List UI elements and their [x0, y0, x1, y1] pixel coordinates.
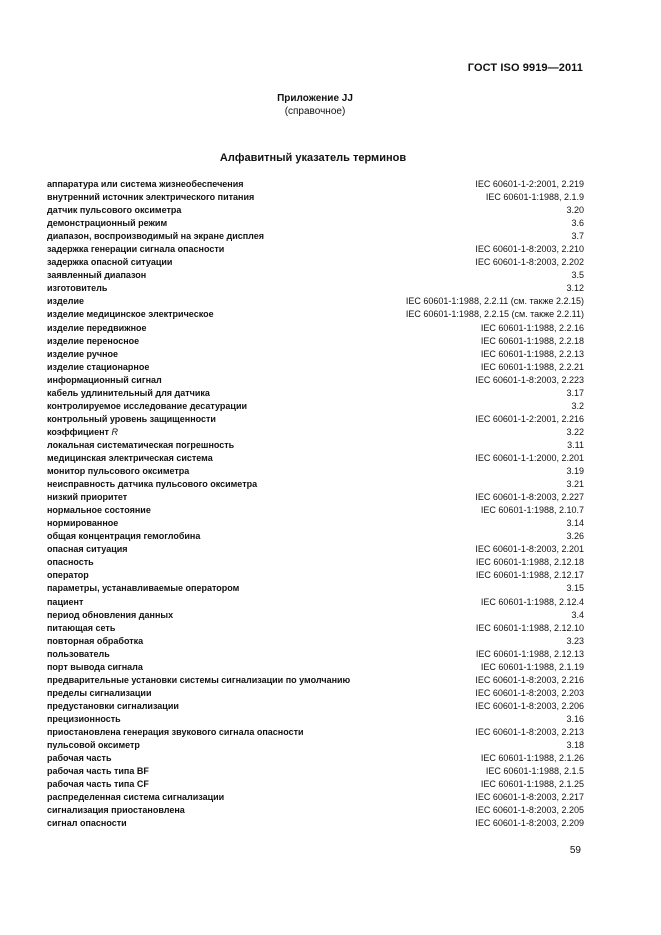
index-entry [47, 543, 584, 556]
index-term-text: кабель удлинительный для датчика [47, 387, 210, 398]
index-entry [47, 491, 584, 504]
index-term [47, 569, 89, 582]
index-term [47, 348, 118, 361]
index-entry [47, 191, 584, 204]
index-term [47, 426, 118, 439]
index-term-text: нормированное [47, 518, 119, 529]
index-term [47, 791, 224, 804]
index-term-text: пределы сигнализации [47, 687, 152, 698]
index-reference: IEC 60601-1:1988, 2.2.15 (см. также 2.2.11) [405, 309, 584, 320]
index-term [47, 713, 121, 726]
index-term-text: рабочая часть типа CF [47, 779, 149, 790]
index-term [47, 439, 234, 452]
index-term-text: изделие передвижное [47, 322, 147, 333]
index-reference: IEC 60601-1-8:2003, 2.209 [475, 818, 584, 829]
index-term-text: параметры, устанавливаемые оператором [47, 583, 240, 594]
index-reference: 3.21 [566, 479, 584, 490]
index-entry [47, 426, 584, 439]
index-term-text: изделие стационарное [47, 361, 150, 372]
index-reference: 3.2 [571, 400, 584, 411]
index-term-text: нормальное состояние [47, 505, 151, 516]
index-entry [47, 348, 584, 361]
index-term-text: питающая сеть [47, 622, 116, 633]
index-term-text: оператор [47, 570, 89, 581]
index-entry [47, 308, 584, 321]
index-entry [47, 726, 584, 739]
index-reference: IEC 60601-1-8:2003, 2.216 [475, 674, 584, 685]
section-title: Алфавитный указатель терминов [219, 152, 407, 164]
index-term [47, 739, 140, 752]
index-entry [47, 322, 584, 335]
index-term-text: приостановлена генерация звукового сигнала опасности [47, 726, 304, 737]
index-entry [47, 387, 584, 400]
index-entry [47, 269, 584, 282]
index-reference: IEC 60601-1:1988, 2.1.5 [485, 766, 584, 777]
index-term-text: низкий приоритет [47, 492, 128, 503]
index-term [47, 295, 84, 308]
index-term [47, 556, 94, 569]
index-reference: IEC 60601-1-2:2001, 2.216 [475, 413, 584, 424]
index-term-text: контрольный уровень защищенности [47, 413, 216, 424]
index-term-text: пульсовой оксиметр [47, 740, 140, 751]
index-term-text: пациент [47, 596, 84, 607]
index-term-text: порт вывода сигнала [47, 661, 143, 672]
index-term [47, 243, 224, 256]
index-term-text: предварительные установки системы сигнализации по умолчанию [47, 674, 351, 685]
index-reference: 3.15 [566, 583, 584, 594]
index-entry [47, 243, 584, 256]
index-term-text: изделие ручное [47, 348, 119, 359]
index-reference: IEC 60601-1-8:2003, 2.227 [475, 492, 584, 503]
index-term [47, 817, 127, 830]
index-term [47, 765, 149, 778]
index-reference: 3.19 [566, 466, 584, 477]
index-term [47, 322, 147, 335]
index-reference: IEC 60601-1-8:2003, 2.202 [475, 257, 584, 268]
index-term-text: задержка опасной ситуации [47, 257, 173, 268]
index-reference: IEC 60601-1-8:2003, 2.201 [475, 544, 584, 555]
index-term [47, 622, 115, 635]
index-term [47, 726, 304, 739]
index-term [47, 230, 264, 243]
appendix-subtitle: (справочное) [284, 106, 346, 117]
index-entry [47, 556, 584, 569]
index-entry [47, 439, 584, 452]
index-term-text: сигнал опасности [47, 818, 127, 829]
index-reference: IEC 60601-1-2:2001, 2.219 [475, 179, 584, 189]
index-reference: IEC 60601-1-8:2003, 2.203 [475, 687, 584, 698]
index-term-text: общая концентрация гемоглобина [47, 531, 201, 542]
index-term-text: сигнализация приостановлена [47, 805, 185, 816]
index-reference: 3.16 [566, 713, 584, 724]
index-term-text: изделие [47, 296, 84, 307]
index-entry [47, 335, 584, 348]
index-term [47, 609, 173, 622]
index-term [47, 478, 257, 491]
index-entry [47, 230, 584, 243]
index-reference: IEC 60601-1-8:2003, 2.223 [475, 374, 584, 385]
index-term [47, 596, 83, 609]
index-reference: IEC 60601-1:1988, 2.10.7 [480, 505, 584, 516]
index-entry [47, 778, 584, 791]
index-reference: 3.7 [571, 231, 584, 242]
index-term [47, 269, 146, 282]
index-entry [47, 204, 584, 217]
index-term-text: рабочая часть [47, 753, 112, 764]
index-entry [47, 648, 584, 661]
index-term-text: внутренний источник электрического питания [47, 192, 255, 203]
index-term-text: пользователь [47, 648, 110, 659]
index-entry [47, 700, 584, 713]
index-reference: IEC 60601-1:1988, 2.12.17 [475, 570, 584, 581]
index-entry [47, 596, 584, 609]
index-term-symbol: R [111, 426, 118, 437]
appendix-heading [0, 92, 630, 118]
index-term-text: период обновления данных [47, 609, 174, 620]
index-reference: IEC 60601-1-1:2000, 2.201 [475, 452, 584, 463]
index-term-text: задержка генерации сигнала опасности [47, 244, 225, 255]
index-reference: 3.5 [571, 270, 584, 281]
index-entry [47, 661, 584, 674]
index-term [47, 635, 143, 648]
index-entry [47, 361, 584, 374]
index-term [47, 178, 244, 191]
index-term-text: контролируемое исследование десатурации [47, 400, 248, 411]
index-entry [47, 282, 584, 295]
index-reference: IEC 60601-1:1988, 2.1.25 [480, 779, 584, 790]
index-entry [47, 687, 584, 700]
index-term [47, 335, 139, 348]
index-term-text: неисправность датчика пульсового оксиметра [47, 479, 258, 490]
index-term-text: диапазон, воспроизводимый на экране дисплея [47, 231, 265, 242]
index-term [47, 543, 128, 556]
index-term-text: демонстрационный режим [47, 218, 168, 229]
index-entry [47, 504, 584, 517]
index-term [47, 191, 254, 204]
index-entry [47, 400, 584, 413]
index-term [47, 530, 200, 543]
index-term [47, 452, 213, 465]
index-entry [47, 674, 584, 687]
index-term-text: рабочая часть типа BF [47, 766, 149, 777]
index-term-text: локальная систематическая погрешность [47, 439, 235, 450]
index-reference: IEC 60601-1-8:2003, 2.217 [475, 792, 584, 803]
index-term [47, 491, 127, 504]
index-reference: IEC 60601-1:1988, 2.2.13 [480, 348, 584, 359]
index-term [47, 752, 112, 765]
index-entry [47, 530, 584, 543]
index-term [47, 217, 167, 230]
index-reference: IEC 60601-1-8:2003, 2.213 [475, 726, 584, 737]
index-entry [47, 582, 584, 595]
index-entry [47, 569, 584, 582]
index-term [47, 661, 143, 674]
index-entry [47, 256, 584, 269]
index-term [47, 687, 152, 700]
index-term-text: монитор пульсового оксиметра [47, 466, 190, 477]
index-reference: 3.23 [566, 635, 584, 646]
index-reference: 3.12 [566, 283, 584, 294]
index-entry [47, 452, 584, 465]
index-term-text: опасность [47, 557, 94, 568]
index-term-text: коэффициент [47, 426, 109, 437]
index-entry [47, 609, 584, 622]
index-term [47, 361, 149, 374]
index-term [47, 778, 149, 791]
index-reference: IEC 60601-1:1988, 2.2.21 [480, 361, 584, 372]
index-entry [47, 413, 584, 426]
index-entry [47, 622, 584, 635]
index-entry [47, 804, 584, 817]
index-term [47, 413, 216, 426]
index-reference: IEC 60601-1:1988, 2.1.9 [485, 192, 584, 203]
index-reference: IEC 60601-1-8:2003, 2.210 [475, 244, 584, 255]
index-term-text: аппаратура или система жизнеобеспечения [47, 179, 244, 189]
index-term-text: изделие медицинское электрическое [47, 309, 214, 320]
index-entry [47, 478, 584, 491]
index-entry [47, 791, 584, 804]
index-reference: IEC 60601-1:1988, 2.12.10 [475, 622, 584, 633]
index-reference: IEC 60601-1:1988, 2.2.18 [480, 335, 584, 346]
index-entry [47, 713, 584, 726]
index-entry [47, 765, 584, 778]
index-reference: 3.17 [566, 387, 584, 398]
index-term-text: медицинская электрическая система [47, 452, 213, 463]
index-entry [47, 465, 584, 478]
index-entry [47, 635, 584, 648]
index-reference: 3.4 [571, 609, 584, 620]
index-term [47, 700, 179, 713]
index-reference: IEC 60601-1-8:2003, 2.206 [475, 700, 584, 711]
index-term-text: заявленный диапазон [47, 270, 147, 281]
standard-header: ГОСТ ISO 9919—2011 [467, 62, 583, 74]
index-reference: IEC 60601-1:1988, 2.1.26 [480, 753, 584, 764]
index-reference: 3.14 [566, 518, 584, 529]
index-term [47, 387, 210, 400]
index-reference: IEC 60601-1-8:2003, 2.205 [475, 805, 584, 816]
index-term [47, 804, 185, 817]
index-term [47, 582, 239, 595]
index-term [47, 517, 118, 530]
index-term-text: прецизионность [47, 713, 121, 724]
index-term-text: изделие переносное [47, 335, 140, 346]
index-term-text: повторная обработка [47, 635, 144, 646]
index-entry [47, 517, 584, 530]
index-entry [47, 295, 584, 308]
index-term [47, 282, 107, 295]
index-reference: IEC 60601-1:1988, 2.2.16 [480, 322, 584, 333]
index-term-text: опасная ситуация [47, 544, 128, 555]
index-reference: IEC 60601-1:1988, 2.12.13 [475, 648, 584, 659]
index-term [47, 256, 172, 269]
page-number: 59 [569, 845, 581, 856]
index-entry [47, 752, 584, 765]
term-index-list [47, 178, 584, 830]
index-reference: 3.18 [566, 740, 584, 751]
index-term [47, 308, 214, 321]
index-reference: 3.6 [571, 218, 584, 229]
index-entry [47, 374, 584, 387]
index-reference: IEC 60601-1:1988, 2.2.11 (см. также 2.2.15) [405, 296, 584, 307]
index-term-text: изготовитель [47, 283, 108, 294]
index-entry [47, 739, 584, 752]
index-reference: 3.22 [566, 426, 584, 437]
index-term [47, 648, 110, 661]
index-term-text: датчик пульсового оксиметра [47, 205, 182, 216]
index-reference: 3.11 [567, 439, 584, 450]
index-term [47, 374, 162, 387]
index-reference: 3.26 [566, 531, 584, 542]
index-term-text: распределенная система сигнализации [47, 792, 225, 803]
index-term [47, 400, 247, 413]
index-term [47, 674, 350, 687]
index-reference: IEC 60601-1:1988, 2.12.4 [480, 596, 584, 607]
index-term-text: информационный сигнал [47, 374, 162, 385]
index-reference: IEC 60601-1:1988, 2.12.18 [475, 557, 584, 568]
index-term [47, 204, 181, 217]
index-entry [47, 217, 584, 230]
index-entry [47, 178, 584, 191]
index-term [47, 504, 151, 517]
index-reference: IEC 60601-1:1988, 2.1.19 [480, 661, 584, 672]
index-entry [47, 817, 584, 830]
index-reference: 3.20 [566, 205, 584, 216]
index-term [47, 465, 189, 478]
appendix-title: Приложение JJ [277, 93, 353, 104]
index-term-text: предустановки сигнализации [47, 700, 179, 711]
